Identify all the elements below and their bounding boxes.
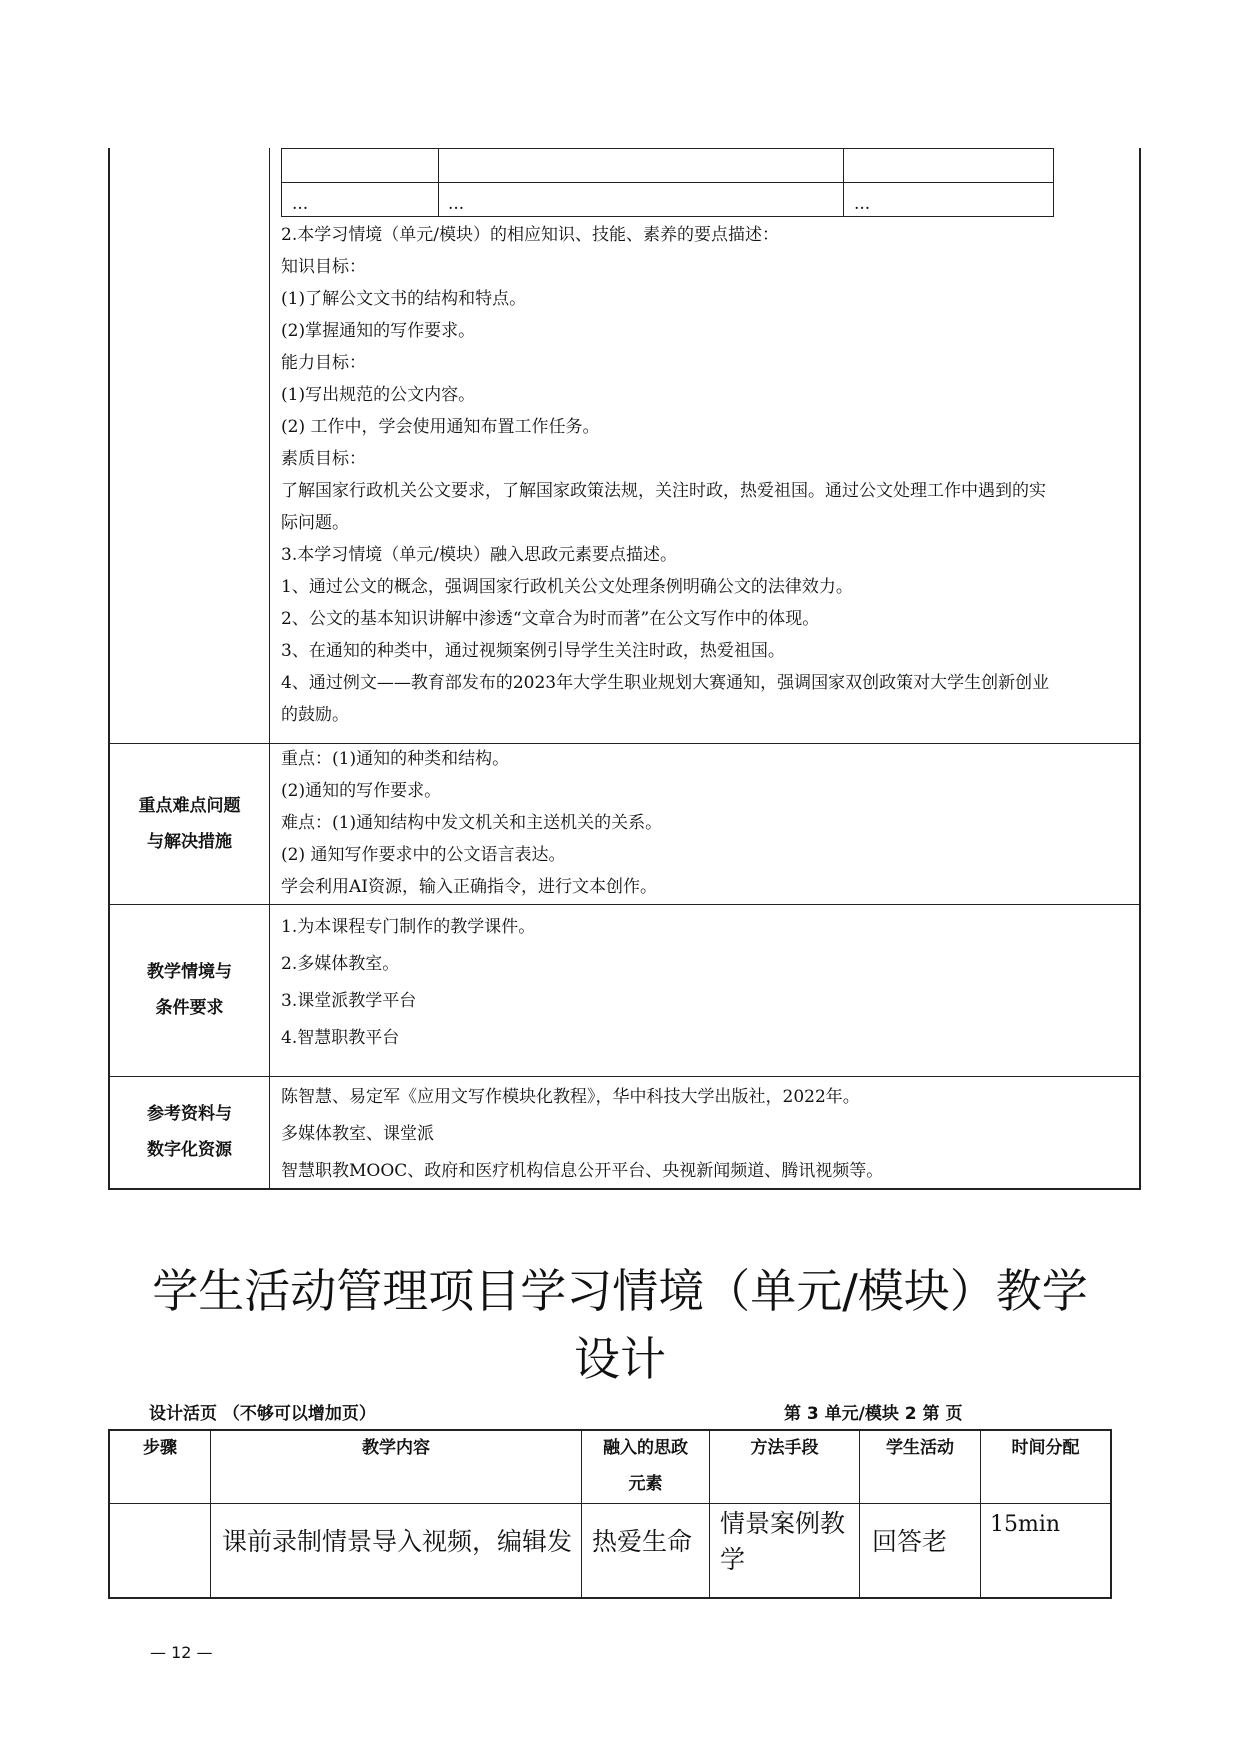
cell-ideology: 热爱生命 [592,1527,693,1556]
text-line: 难点：(1)通知结构中发文机关和主送机关的关系。 [281,813,663,833]
text-line: 陈智慧、易定军《应用文写作模块化教程》，华中科技大学出版社，2022年。 [281,1087,860,1107]
header-time: 时间分配 [1011,1438,1080,1458]
cell-content: 课前录制情景导入视频，编辑发 [222,1527,573,1556]
text-line: 2.多媒体教室。 [281,954,400,974]
text-line: 智慧职教MOOC、政府和医疗机构信息公开平台、央视新闻频道、腾讯视频等。 [281,1161,884,1181]
text-line: (2)通知的写作要求。 [281,781,442,801]
unit-module-page: 第 3 单元/模块 2 第 页 [784,1404,963,1424]
text-line: 了解国家行政机关公文要求，了解国家政策法规，关注时政，热爱祖国。通过公文处理工作中遇到的实 [281,481,1046,501]
header-method: 方法手段 [750,1438,819,1458]
text-line: 学会利用AI资源，输入正确指令，进行文本创作。 [281,877,657,897]
page-title-continued: 设计 [574,1332,666,1386]
text-line: 4.智慧职教平台 [281,1028,400,1048]
cell-time: 15min [990,1512,1061,1537]
inner-cell-3: ... [854,194,871,214]
header-content: 教学内容 [362,1438,430,1458]
row-label: 教学情境与 条件要求 [147,962,232,1018]
text-line: (1)了解公文文书的结构和特点。 [281,289,527,309]
cell-method-line2: 学 [720,1545,746,1574]
cell-method-line1: 情景案例教 [720,1509,846,1538]
inner-cell-1: ... [292,194,309,214]
text-line: 能力目标： [281,353,366,373]
text-line: 3.本学习情境（单元/模块）融入思政元素要点描述。 [281,545,677,565]
page-number: — 12 — [150,1643,213,1662]
text-line: 1、通过公文的概念，强调国家行政机关公文处理条例明确公文的法律效力。 [281,577,853,597]
text-line: 素质目标： [281,449,366,469]
text-line: (1)写出规范的公文内容。 [281,385,476,405]
text-line: 的鼓励。 [281,705,349,725]
page-title: 学生活动管理项目学习情境（单元/模块）教学 [152,1264,1088,1318]
cell-activity: 回答老 [872,1527,948,1556]
text-line: 3、在通知的种类中，通过视频案例引导学生关注时政，热爱祖国。 [281,641,785,661]
text-line: (2) 工作中，学会使用通知布置工作任务。 [281,417,600,437]
header-step: 步骤 [143,1438,177,1458]
row-label: 参考资料与 数字化资源 [147,1104,232,1160]
text-line: 2.本学习情境（单元/模块）的相应知识、技能、素养的要点描述： [281,225,779,245]
text-line: (2) 通知写作要求中的公文语言表达。 [281,845,566,865]
header-ideology: 融入的思政 元素 [603,1438,688,1494]
design-sheet-note: 设计活页 （不够可以增加页） [149,1404,376,1424]
text-line: 重点：(1)通知的种类和结构。 [281,749,510,769]
header-activity: 学生活动 [886,1438,954,1458]
inner-cell-2: ... [448,194,465,214]
text-line: 3.课堂派教学平台 [281,991,417,1011]
text-line: 多媒体教室、课堂派 [281,1124,434,1144]
text-line: 际问题。 [281,513,349,533]
row-label: 重点难点问题 与解决措施 [138,796,241,852]
text-line: 1.为本课程专门制作的教学课件。 [281,917,536,937]
text-line: 2、公文的基本知识讲解中渗透“文章合为时而著”在公文写作中的体现。 [281,609,820,629]
text-line: (2)掌握通知的写作要求。 [281,321,476,341]
text-line: 4、通过例文——教育部发布的2023年大学生职业规划大赛通知，强调国家双创政策对大学生创新创业 [281,673,1050,693]
text-line: 知识目标： [281,257,366,277]
